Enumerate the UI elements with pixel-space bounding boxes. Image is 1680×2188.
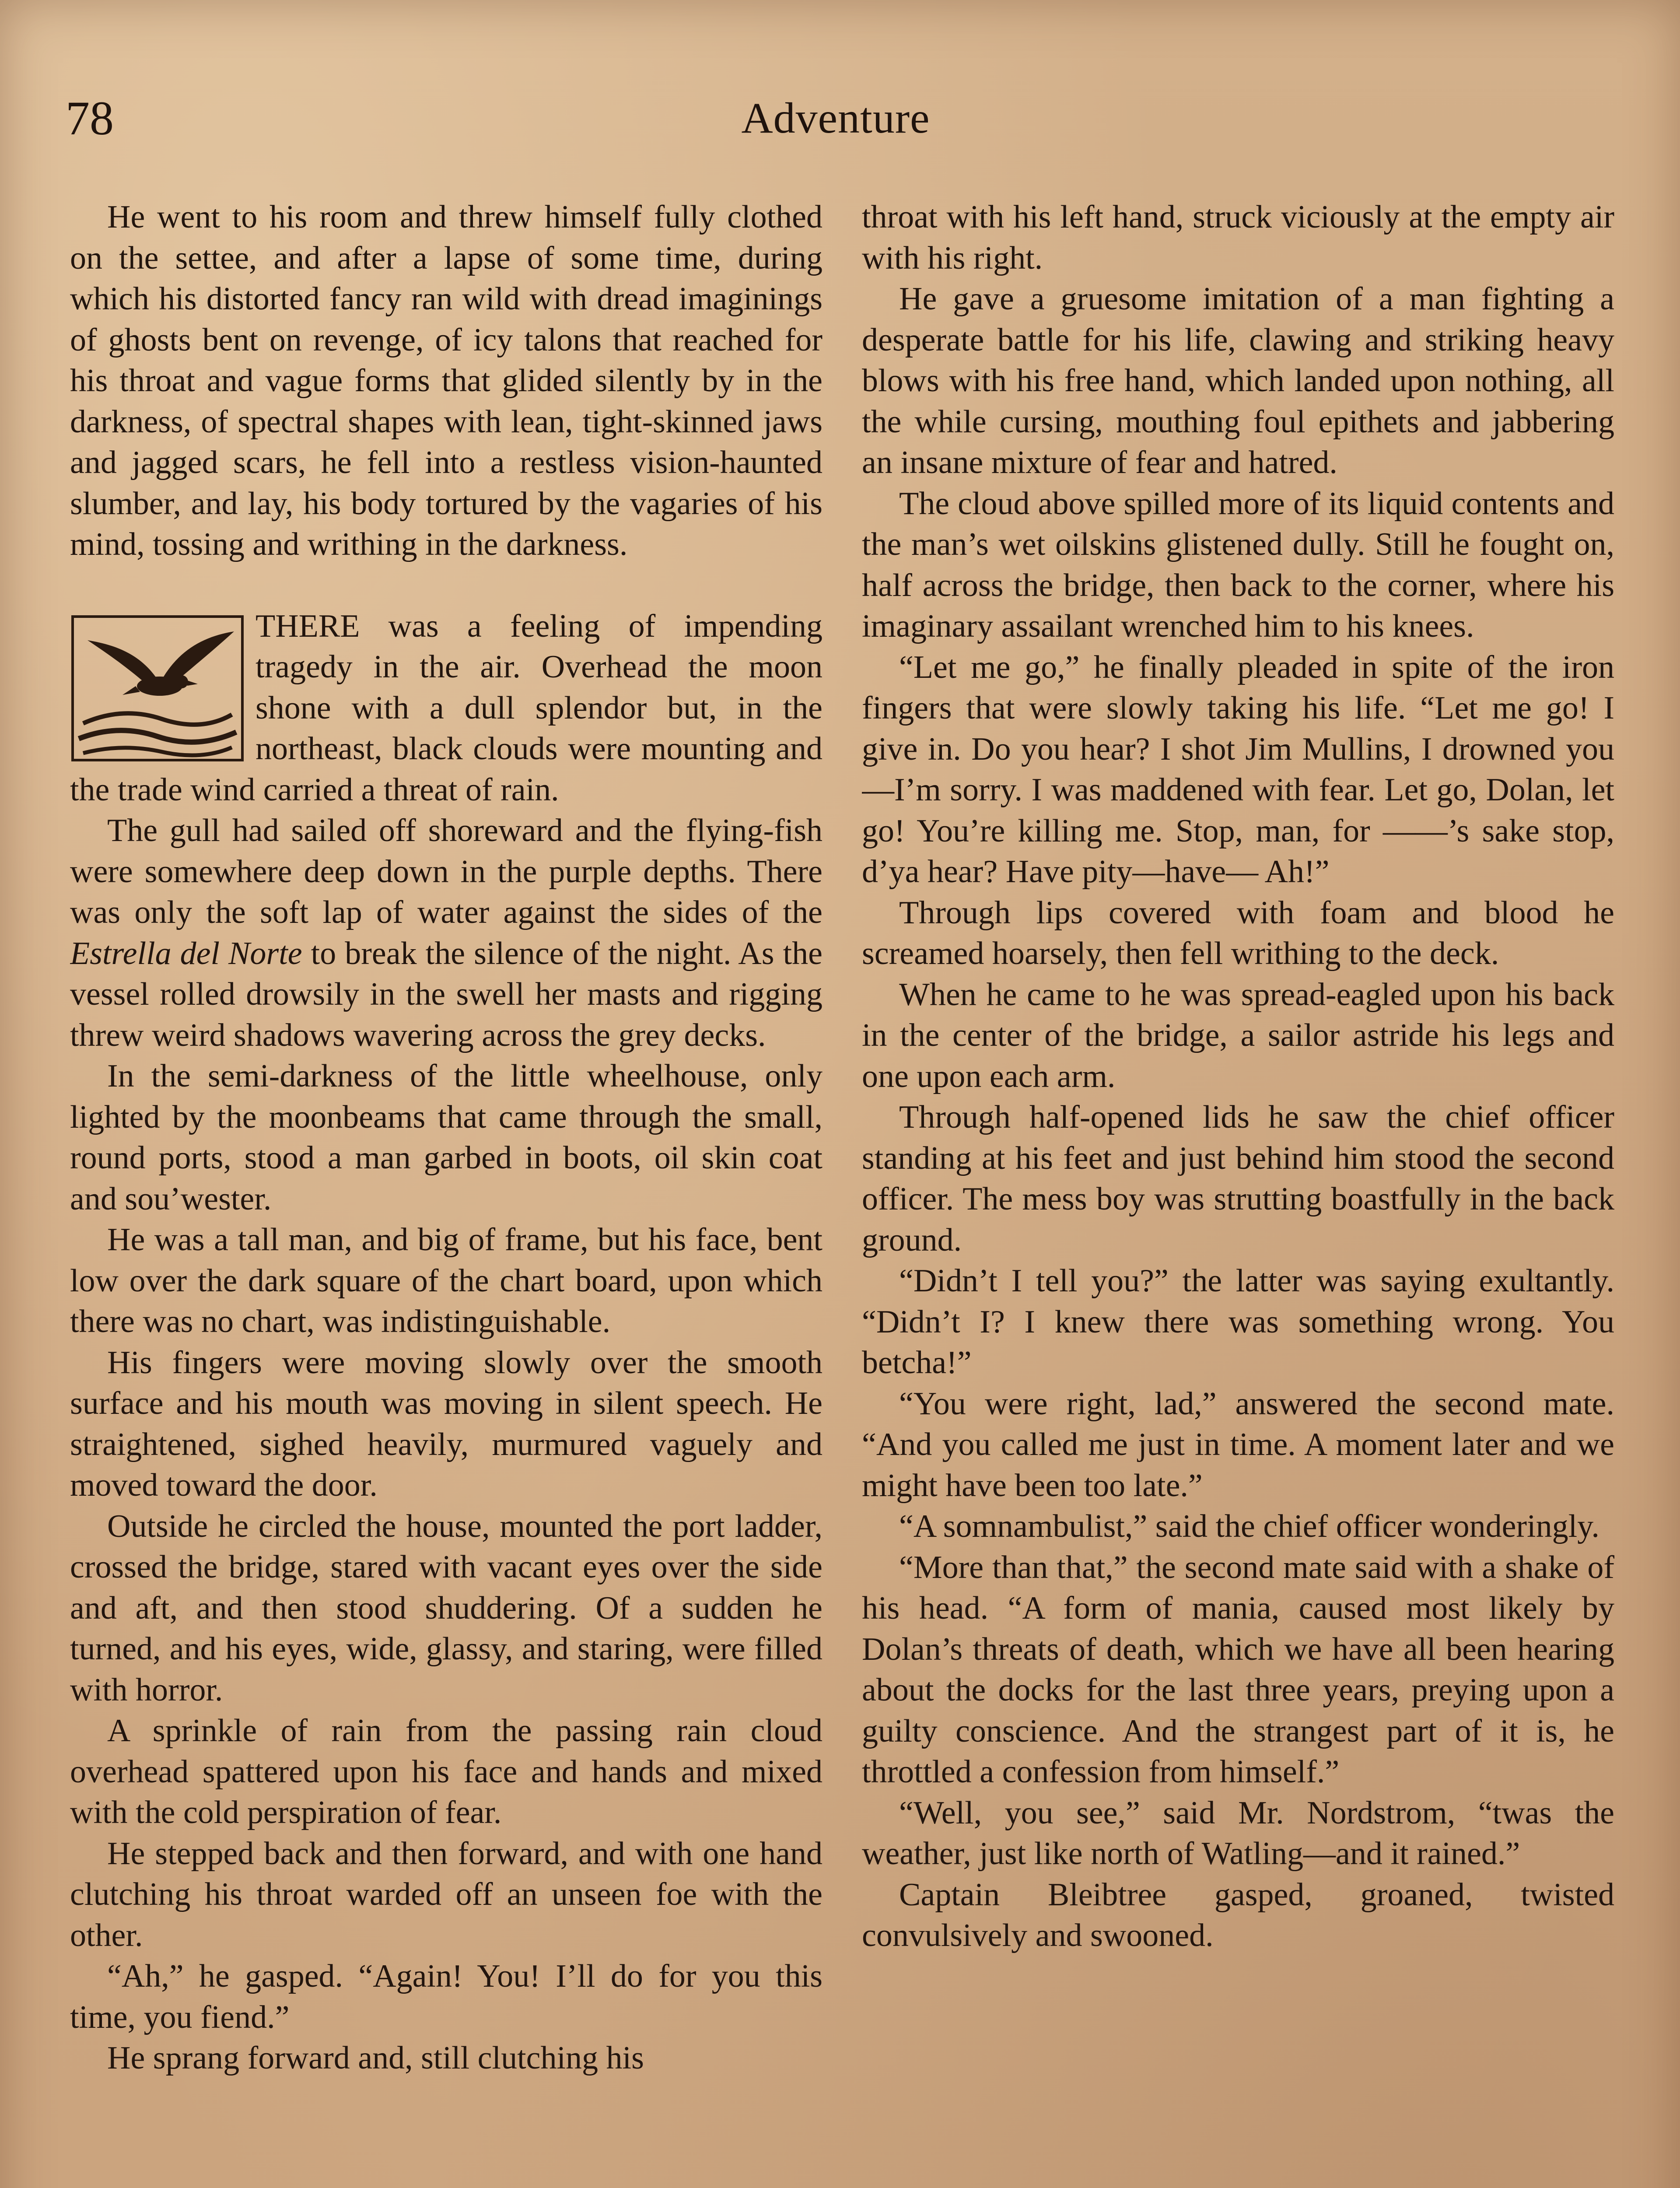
paragraph: “More than that,” the second mate said with a shake of his head. “A form of mania, caused most likely by Dolan’s threats of death, which we have all been hearing about the docks for the last three years, preying upon a guilty conscience. And the strangest part of it is, he throttled a confession from himself.” [862,1549,1614,1790]
paragraph-text: The gull had sailed off shoreward and the flying-fish were somewhere deep down in the purple depths. There was only the soft lap of water against the sides of the [70,813,822,930]
paragraph: He went to his room and threw himself fully clothed on the settee, and after a lapse of some time, during which his distorted fancy ran wild with dread imaginings of ghosts bent on revenge, of icy talons that reached for his throat and vague forms that glided silently by in the darkness, of spectral shapes with lean, tight-skinned jaws and jagged scars, he fell into a restless vision-haunted slumber, and lay, his body tortured by the vagaries of his mind, tossing and writhing in the darkness. [70,199,822,562]
paragraph: When he came to he was spread-eagled upon his back in the center of the bridge, a sailor astride his legs and one upon each arm. [862,976,1614,1094]
paragraph: “A somnambulist,” said the chief officer wonderingly. [899,1508,1600,1544]
seagull-over-waves-icon [70,614,245,763]
paragraph: He was a tall man, and big of frame, but his face, bent low over the dark square of the chart board, upon which there was no chart, was indistinguishable. [70,1222,822,1339]
paragraph: He gave a gruesome imitation of a man fighting a desperate battle for his life, clawing and striking heavy blows with his free hand, which landed upon nothing, all the while cursing, mouthing foul epithets and jabbering an insane mixture of fear and hatred. [862,281,1614,480]
paragraph: “Well, you see,” said Mr. Nordstrom, “twas the weather, just like north of Watling—and it rained.” [862,1795,1614,1872]
paragraph: A sprinkle of rain from the passing rain cloud overhead spattered upon his face and hands and mixed with the cold perspiration of fear. [70,1713,822,1830]
paragraph [70,810,822,1056]
paragraph-text: to break the silence of the night. As the vessel rolled drowsily in the swell her masts and rigging threw weird shadows wavering across the grey decks. [70,935,822,1053]
paragraph-continued: throat with his left hand, struck viciously at the empty air with his right. [862,199,1614,276]
right-column [862,197,1614,2188]
paragraph: Through lips covered with foam and blood he screamed hoarsely, then fell writhing to the deck. [862,894,1614,971]
paragraph: Through half-opened lids he saw the chief officer standing at his feet and just behind him stood the second officer. The mess boy was strutting boastfully in the back ground. [862,1099,1614,1258]
paragraph-with-ornament [70,606,822,811]
paragraph: “Ah,” he gasped. “Again! You! I’ll do for you this time, you fiend.” [70,1958,822,2035]
ship-name: Estrella del Norte [70,935,302,971]
paragraph: “You were right, lad,” answered the second mate. “And you called me just in time. A moment later and we might have been too late.” [862,1385,1614,1504]
paragraph-text: THERE was a feeling of impending tragedy in the air. Overhead the moon shone with a dull splendor but, in the northeast, black clouds were mounting and the trade wind carried a threat of rain. [70,608,822,808]
left-column [70,197,822,2188]
running-title: Adventure [741,94,930,142]
paragraph: In the semi-darkness of the little wheelhouse, only lighted by the moonbeams that came through the small, round ports, stood a man garbed in boots, oil skin coat and sou’wester. [70,1058,822,1217]
paragraph: The cloud above spilled more of its liquid contents and the man’s wet oilskins glistened dully. Still he fought on, half across the bridge, then back to the corner, where his imaginary assailant wrenched him to his knees. [862,485,1614,644]
paragraph: Outside he circled the house, mounted the port ladder, crossed the bridge, stared with vacant eyes over the side and aft, and then stood shuddering. Of a sudden he turned, and his eyes, wide, glassy, and staring, were filled with horror. [70,1508,822,1708]
paragraph: He stepped back and then forward, and with one hand clutching his throat warded off an unseen foe with the other. [70,1835,822,1953]
paragraph: “Didn’t I tell you?” the latter was saying exultantly. “Didn’t I? I knew there was something wrong. You betcha!” [862,1263,1614,1381]
paragraph: “Let me go,” he finally pleaded in spite of the iron fingers that were slowly taking his life. “Let me go! I give in. Do you hear? I shot Jim Mullins, I drowned you—I’m sorry. I was maddened with fear. Let go, Dolan, let go! You’re killing me. Stop, man, for ——’s sake stop, d’ya hear? Have pity—have— Ah!” [862,649,1614,890]
section-break [70,565,822,606]
page-number: 78 [66,91,114,145]
paragraph: He sprang forward and, still clutching his [107,2040,644,2076]
paragraph: His fingers were moving slowly over the smooth surface and his mouth was moving in silent speech. He straightened, sighed heavily, murmured vaguely and moved toward the door. [70,1344,822,1503]
paragraph: Captain Bleibtree gasped, groaned, twisted convulsively and swooned. [862,1876,1614,1953]
page-header [66,88,1606,149]
